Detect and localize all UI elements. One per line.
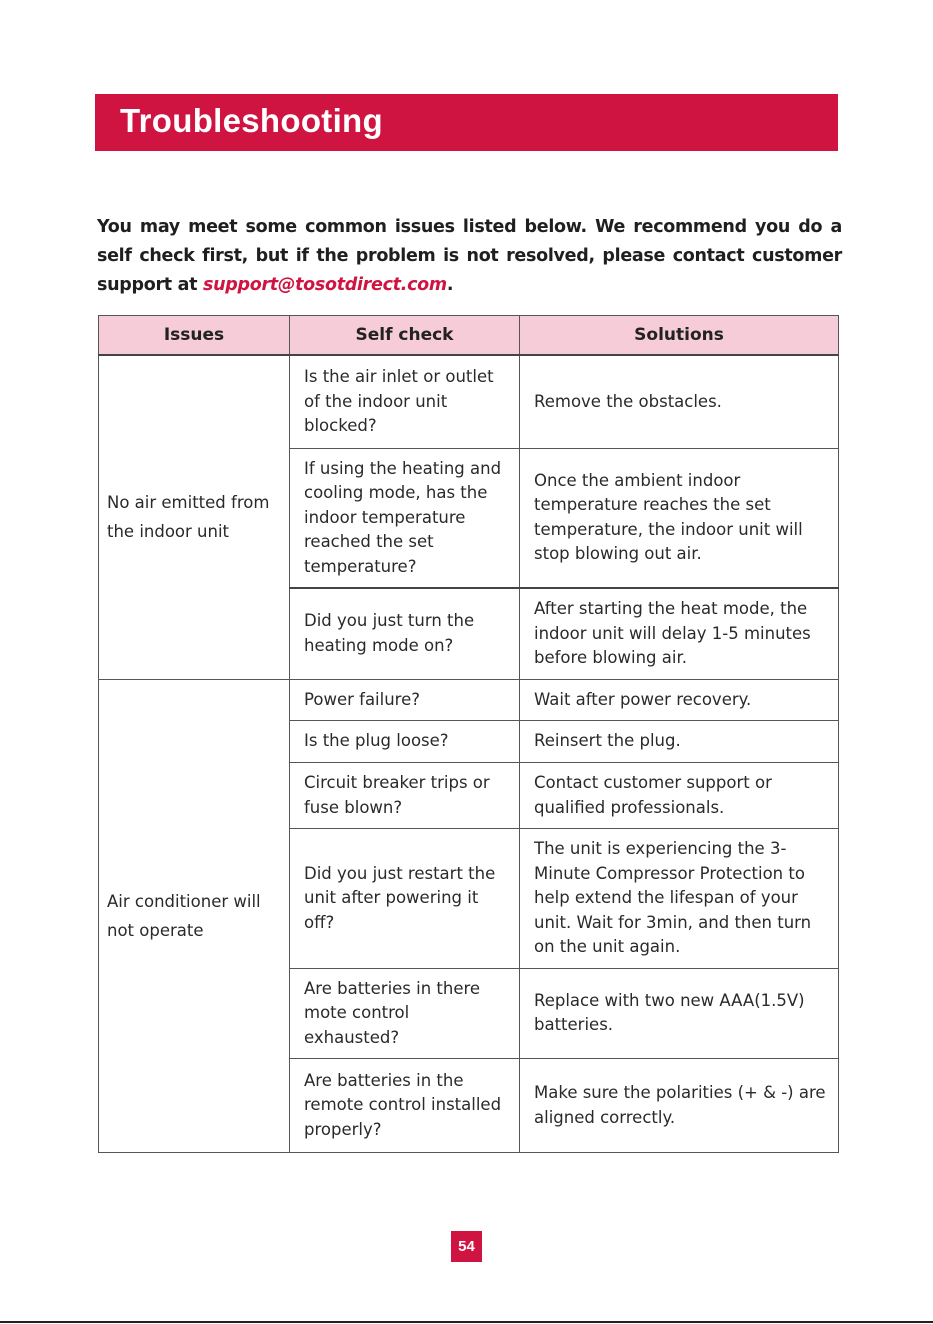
table-header-row xyxy=(99,316,839,356)
intro-text: You may meet some common issues listed below. We recommend you do a self check first, but if the problem is not resolved, please contact customer support at xyxy=(97,216,842,295)
table-row xyxy=(99,355,839,448)
self-check-cell: Did you just turn the heating mode on? xyxy=(290,588,520,679)
solution-cell: Once the ambient indoor temperature reaches the set temperature, the indoor unit will stop blowing out air. xyxy=(520,448,839,588)
troubleshooting-table xyxy=(98,315,839,1153)
page-number: 54 xyxy=(451,1231,482,1262)
solution-cell: Contact customer support or qualified professionals. xyxy=(520,763,839,829)
header-solutions: Solutions xyxy=(520,316,839,356)
page-title: Troubleshooting xyxy=(120,102,383,139)
solution-cell: Reinsert the plug. xyxy=(520,721,839,763)
solution-cell: Remove the obstacles. xyxy=(520,355,839,448)
solution-cell: Make sure the polarities (+ & -) are aligned correctly. xyxy=(520,1059,839,1153)
issue-cell: No air emitted from the indoor unit xyxy=(99,355,290,679)
solution-cell: After starting the heat mode, the indoor unit will delay 1-5 minutes before blowing air. xyxy=(520,588,839,679)
self-check-cell: Are batteries in the remote control installed properly? xyxy=(290,1059,520,1153)
support-email-link[interactable]: support@tosotdirect.com xyxy=(203,274,447,295)
self-check-cell: Circuit breaker trips or fuse blown? xyxy=(290,763,520,829)
header-self-check: Self check xyxy=(290,316,520,356)
self-check-cell: If using the heating and cooling mode, has the indoor temperature reached the set temperature? xyxy=(290,448,520,588)
solution-cell: Replace with two new AAA(1.5V) batteries. xyxy=(520,968,839,1059)
self-check-cell: Are batteries in there mote control exhausted? xyxy=(290,968,520,1059)
intro-end: . xyxy=(446,274,454,295)
table-row xyxy=(99,679,839,721)
self-check-cell: Is the plug loose? xyxy=(290,721,520,763)
issue-cell: Air conditioner will not operate xyxy=(99,679,290,1153)
solution-cell: The unit is experiencing the 3-Minute Compressor Protection to help extend the lifespan of your unit. Wait for 3min, and then turn on the unit again. xyxy=(520,829,839,969)
self-check-cell: Power failure? xyxy=(290,679,520,721)
self-check-cell: Is the air inlet or outlet of the indoor unit blocked? xyxy=(290,355,520,448)
self-check-cell: Did you just restart the unit after powering it off? xyxy=(290,829,520,969)
title-banner xyxy=(95,94,838,151)
header-issues: Issues xyxy=(99,316,290,356)
bottom-divider xyxy=(0,1321,933,1323)
intro-paragraph xyxy=(97,213,842,300)
solution-cell: Wait after power recovery. xyxy=(520,679,839,721)
